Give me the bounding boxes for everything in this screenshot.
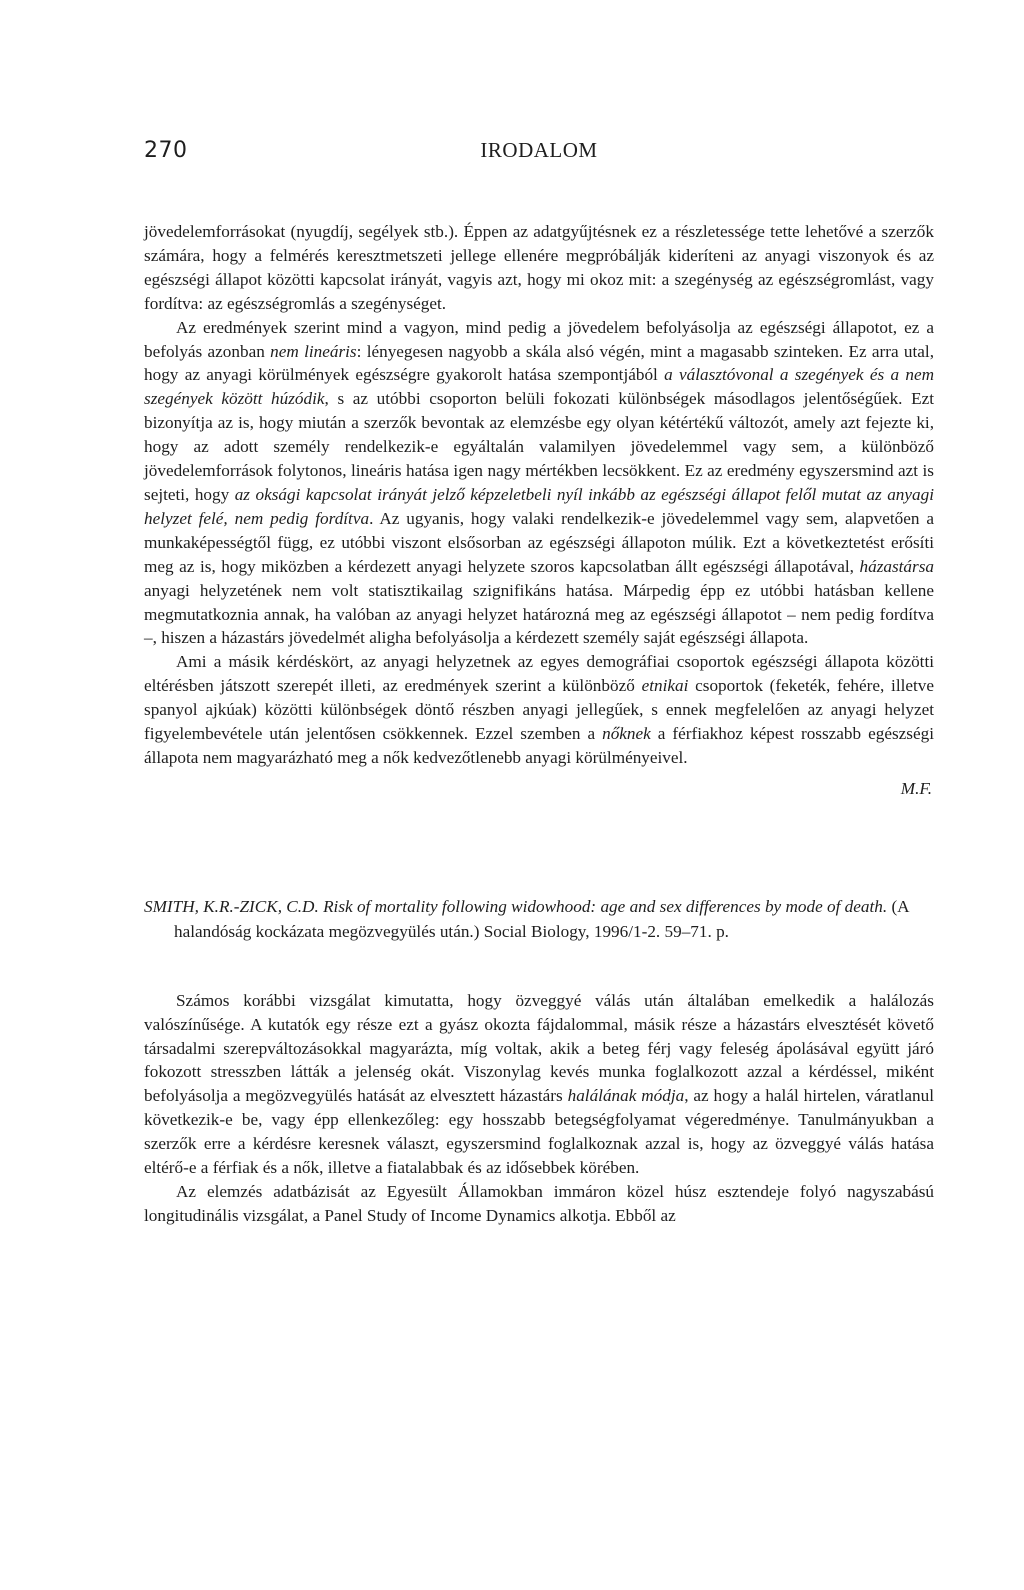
emphasis: etnikai: [641, 676, 689, 696]
page: [144, 138, 934, 1228]
citation-authors: SMITH, K.R.-ZICK, C.D.: [144, 896, 319, 916]
body-text: [144, 220, 934, 1228]
emphasis: az oksági kapcsolat irányát jelző képzeletbeli nyíl inkább az egészségi állapot felől mutat az anyagi helyzet felé, nem pedig fordítva: [144, 484, 934, 528]
text-run: . Az ugyanis, hogy valaki rendelkezik-e jövedelemmel vagy sem, alapvetően a munkaképességtől függ, ez utóbbi viszont elsősorban az egészségi állapoton múlik. Ezt a következtetést erősíti meg az is, hogy miközben a kérdezett anyagi helyzete szoros kapcsolatban állt egészségi állapotával,: [144, 508, 934, 576]
emphasis: a választóvonal a szegények és a nem szegények között húzódik: [144, 365, 934, 409]
article2-paragraph-1: [144, 989, 934, 1180]
text-run: : lényegesen nagyobb a skála alsó végén, mint a magasabb szinteken. Ez arra utal, hogy az anyagi körülmények egészségre gyakorolt hatása szempontjából: [144, 341, 934, 385]
article2-paragraph-2: Az elemzés adatbázisát az Egyesült Államokban immáron közel húsz esztendeje folyó nagyszabású longitudinális vizsgálat, a Panel Study of Income Dynamics alkotja. Ebből az: [144, 1182, 934, 1225]
author-signature: M.F.: [900, 778, 932, 798]
text-run: , az hogy a halál hirtelen, váratlanul következik-e be, vagy épp ellenkezőleg: egy hosszabb betegségfolyamat végeredménye. Tanulmányukban a szerzők erre a kérdésre keresnek választ, egyszersmind foglalkoznak azzal is, hogy az özveggyé válás hatása eltérő-e a férfiak és a nők, illetve a fiatalabbak és az idősebbek körében.: [144, 1086, 935, 1178]
article1-paragraph-2: [144, 316, 934, 651]
text-run: Ami a másik kérdéskört, az anyagi helyzetnek az egyes demográfiai csoportok egészségi állapota közötti eltérésben játszott szerepét illeti, az eredmények szerint a különböző: [144, 652, 934, 696]
emphasis: halálának módja: [567, 1086, 685, 1106]
emphasis: házastársa: [859, 556, 934, 576]
citation-source: Social Biology, 1996/1-2. 59–71. p.: [483, 921, 729, 941]
citation-title: Risk of mortality following widowhood: age and sex differences by mode of death.: [323, 896, 888, 916]
running-head: [144, 138, 934, 178]
text-run: csoportok (feketék, fehére, illetve spanyol ajkúak) közötti különbségek döntő részben anyagi jellegűek, s ennek megfelelően az anyagi helyzet figyelembevétele után jelentősen csökkennek. Ezzel szemben a: [144, 676, 934, 744]
text-run: a férfiakhoz képest rosszabb egészségi állapota nem magyarázható meg a nők kedvezőtlenebb anyagi körülményeivel.: [144, 724, 934, 767]
emphasis: nőknek: [602, 724, 651, 744]
article1-paragraph-1: jövedelemforrásokat (nyugdíj, segélyek stb.). Éppen az adatgyűjtésnek ez a részletessége tette lehetővé a szerzők számára, hogy a felmérés keresztmetszeti jellege ellenére megpróbálják kideríteni az anyagi viszonyok és az egészségi állapot közötti kapcsolat irányát, vagyis azt, hogy mi okoz mit: a szegénység az egészségromlást, vagy fordítva: az egészségromlás a szegénységet.: [144, 222, 934, 313]
page-number: 270: [144, 138, 188, 163]
citation-translation: (A halandóság kockázata megözvegyülés után.): [174, 896, 909, 941]
bibliographic-citation: [144, 894, 934, 944]
emphasis: nem lineáris: [270, 341, 357, 361]
article1-paragraph-3: [144, 650, 934, 770]
text-run: Az eredmények szerint mind a vagyon, mind pedig a jövedelem befolyásolja az egészségi állapotot, ez a befolyás azonban: [144, 317, 934, 361]
text-run: , s az utóbbi csoporton belüli fokozati különbségek másodlagos jelentőségűek. Ezt bizonyítja az is, hogy miután a szerzők bevontak az elemzésbe egy olyan kétértékű változót, amely azt fejezte ki, hogy az adott személy rendelkezik-e egyáltalán valamilyen jövedelemmel vagy sem, a különböző jövedelemforrások folytonos, lineáris hatása igen nagy mértékben lecsökkent. Ez az eredmény egyszersmind azt is sejteti, hogy: [144, 389, 935, 504]
section-title: IRODALOM: [480, 138, 598, 162]
text-run: anyagi helyzetének nem volt statisztikailag szignifikáns hatása. Márpedig épp ez utóbbi hatásban kellene megmutatkoznia annak, ha valóban az anyagi helyzet határozná meg az egészségi állapotot – nem pedig fordítva –, hiszen a házastárs jövedelmét aligha befolyásolja a kérdezett személy saját egészségi állapota.: [144, 580, 934, 648]
text-run: Számos korábbi vizsgálat kimutatta, hogy özveggyé válás után általában emelkedik a halálozás valószínűsége. A kutatók egy része ezt a gyász okozta fájdalommal, másik része a házastárs elvesztését követő társadalmi szerepváltozásokkal magyarázta, míg voltak, akik a beteg férj vagy feleség ápolásával együtt járó fokozott stresszben látták a jelenség okát. Viszonylag kevés munka foglalkozott azzal a kérdéssel, miként befolyásolja a megözvegyülés hatását az elvesztett házastárs: [144, 990, 934, 1106]
